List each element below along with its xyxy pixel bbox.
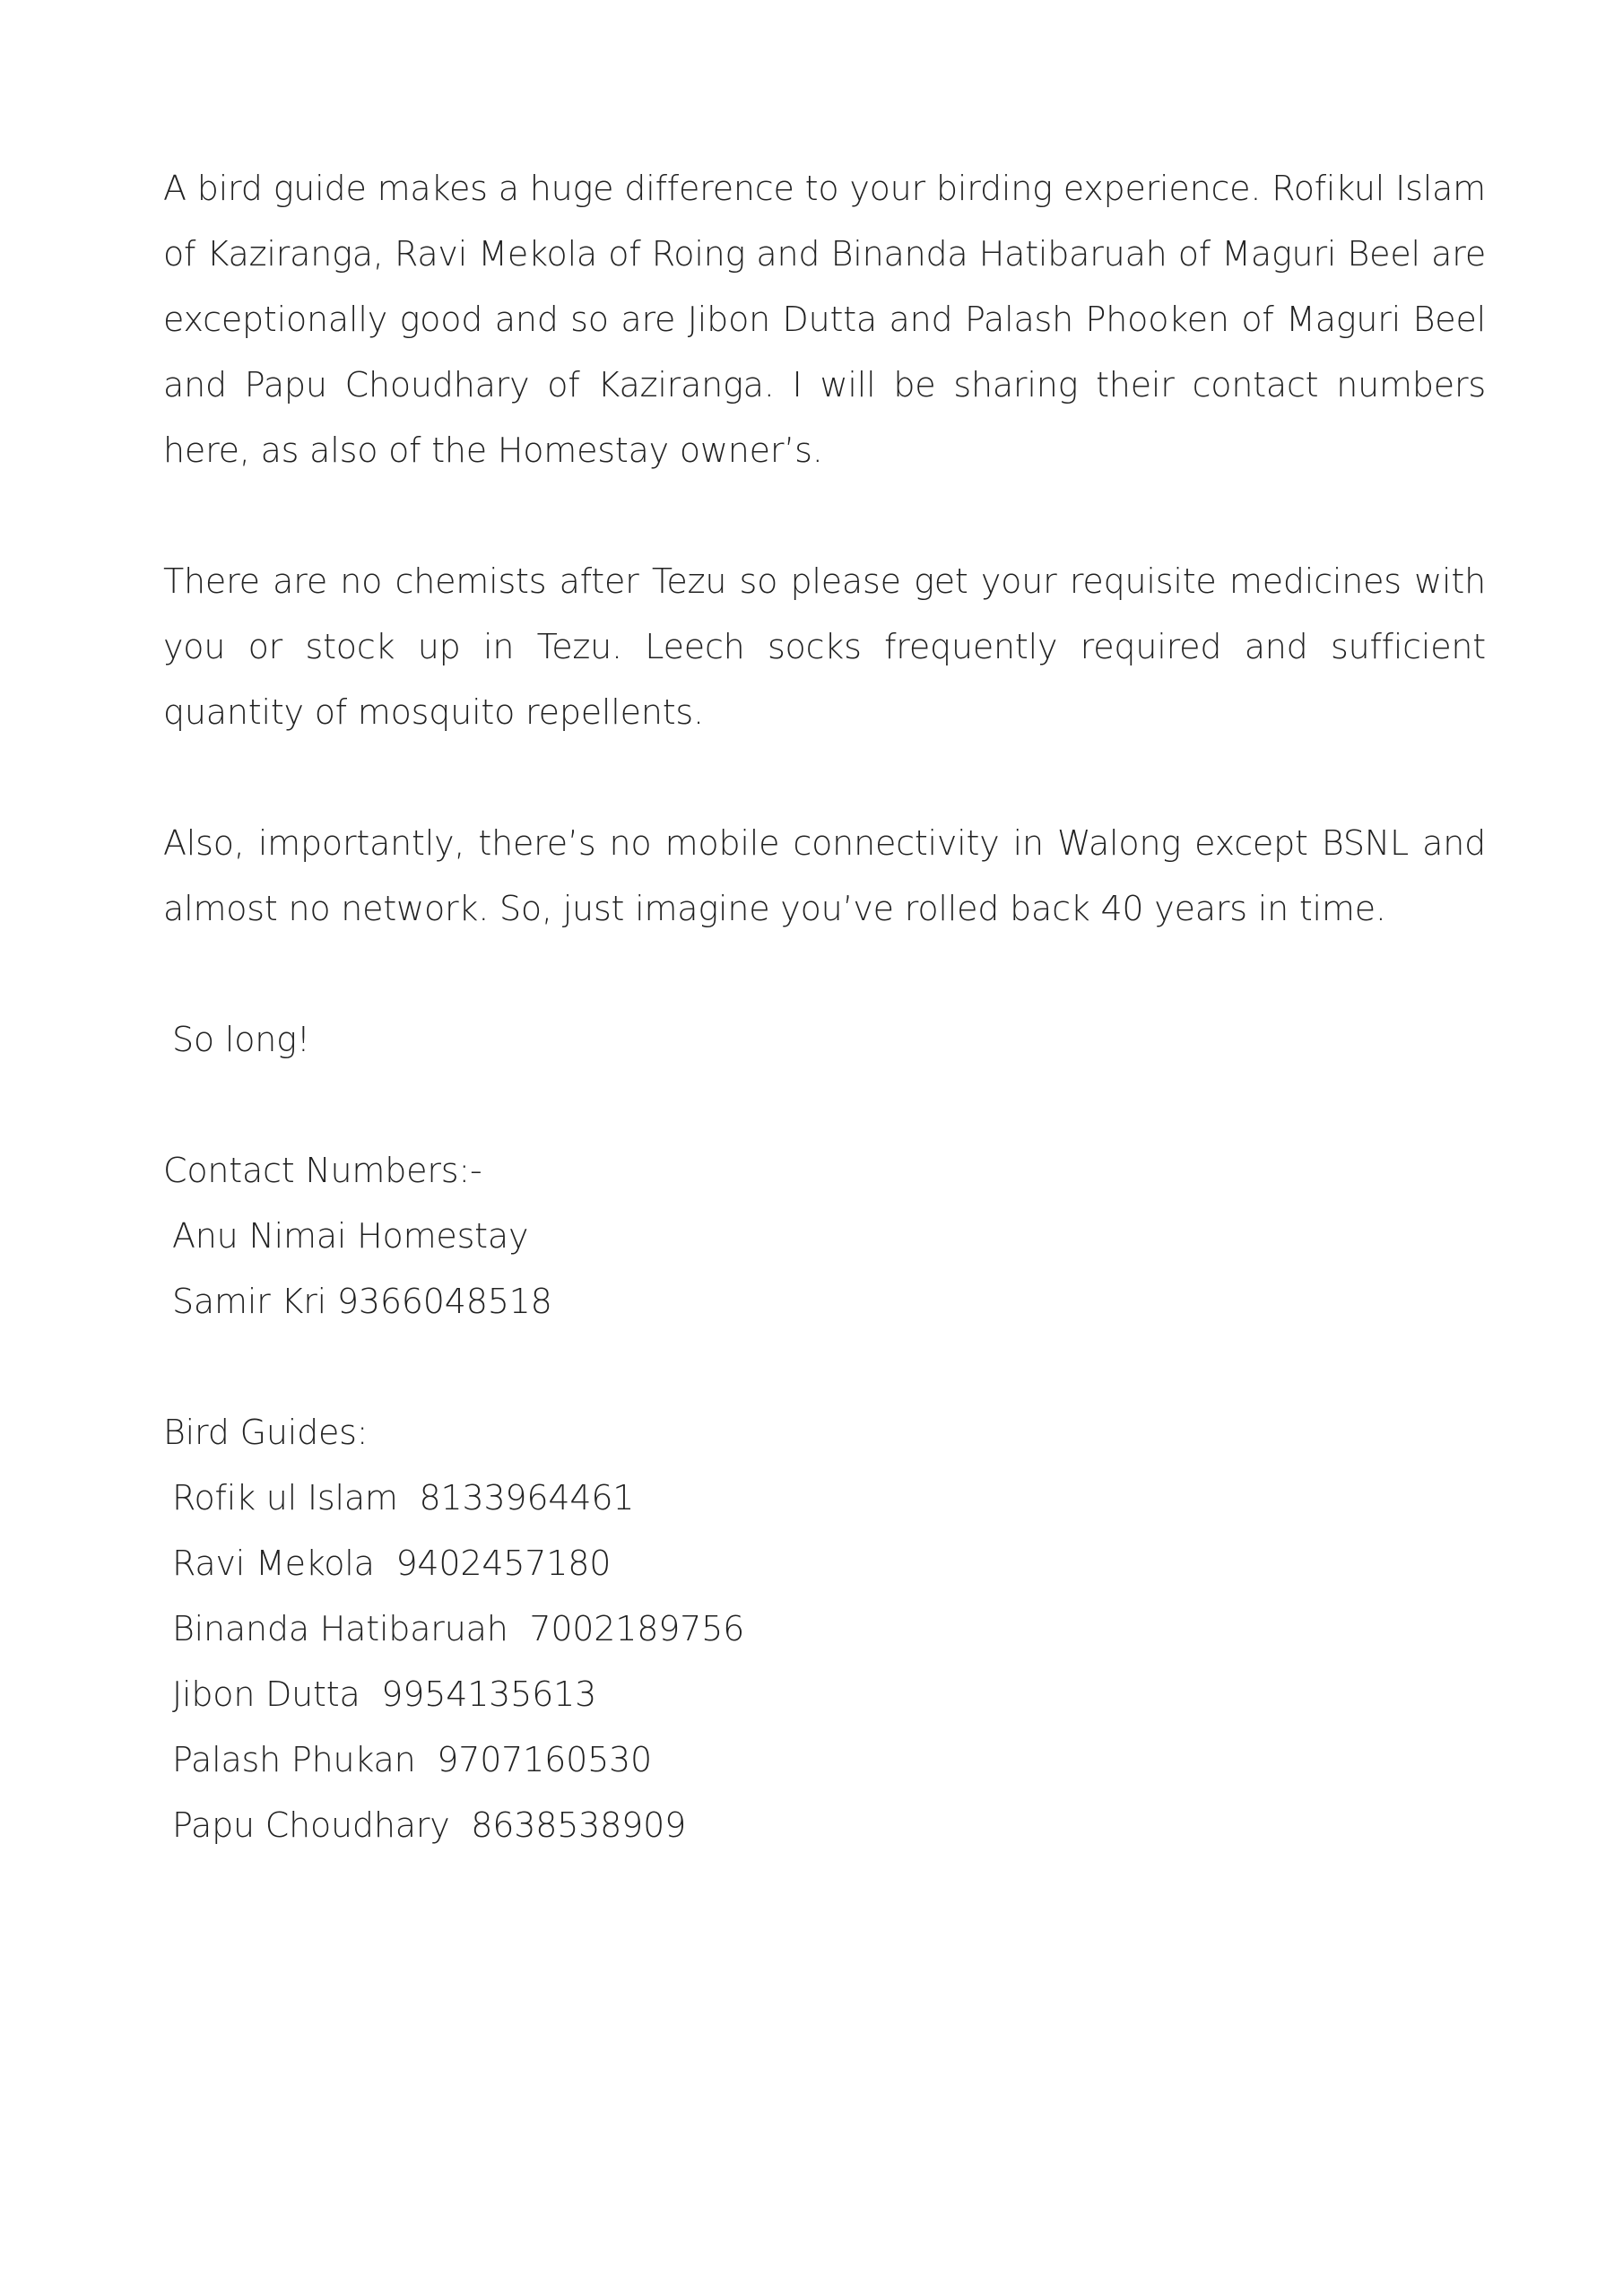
homestay-contact: Samir Kri 9366048518	[172, 1282, 552, 1321]
list-item: Rofik ul Islam 8133964461	[172, 1478, 635, 1518]
contact-numbers-section	[163, 1138, 1486, 1335]
homestay-name: Anu Nimai Homestay	[172, 1216, 529, 1256]
paragraph-bird-guide: A bird guide makes a huge difference to your birding experience. Rofikul Islam of Kaziranga, Ravi Mekola of Roing and Binanda Hatibaruah of Maguri Beel are exceptionally good and so are Jibon Dutta and Palash Phooken of Maguri Beel and Papu Choudhary of Kaziranga. I will be sharing their contact numbers here, as also of the Homestay owner’s.	[163, 169, 1486, 470]
list-item: Binanda Hatibaruah 7002189756	[172, 1609, 745, 1648]
list-item: Ravi Mekola 9402457180	[172, 1544, 612, 1583]
bird-guides-section	[163, 1400, 1486, 1858]
bird-guides-heading: Bird Guides:	[163, 1413, 369, 1452]
paragraph-chemists: There are no chemists after Tezu so please get your requisite medicines with you or stock up in Tezu. Leech socks frequently required and sufficient quantity of mosquito repellents.	[163, 561, 1486, 732]
signoff-text: So long!	[172, 1020, 310, 1059]
contact-numbers-heading: Contact Numbers:-	[163, 1151, 482, 1190]
list-item: Papu Choudhary 8638538909	[172, 1805, 687, 1845]
signoff-block	[163, 1007, 1486, 1073]
list-item: Jibon Dutta 9954135613	[172, 1674, 597, 1714]
paragraph-connectivity: Also, importantly, there’s no mobile connectivity in Walong except BSNL and almost no network. So, just imagine you’ve rolled back 40 years in time.	[163, 823, 1486, 928]
document-body	[163, 156, 1486, 1924]
list-item: Palash Phukan 9707160530	[172, 1740, 653, 1779]
